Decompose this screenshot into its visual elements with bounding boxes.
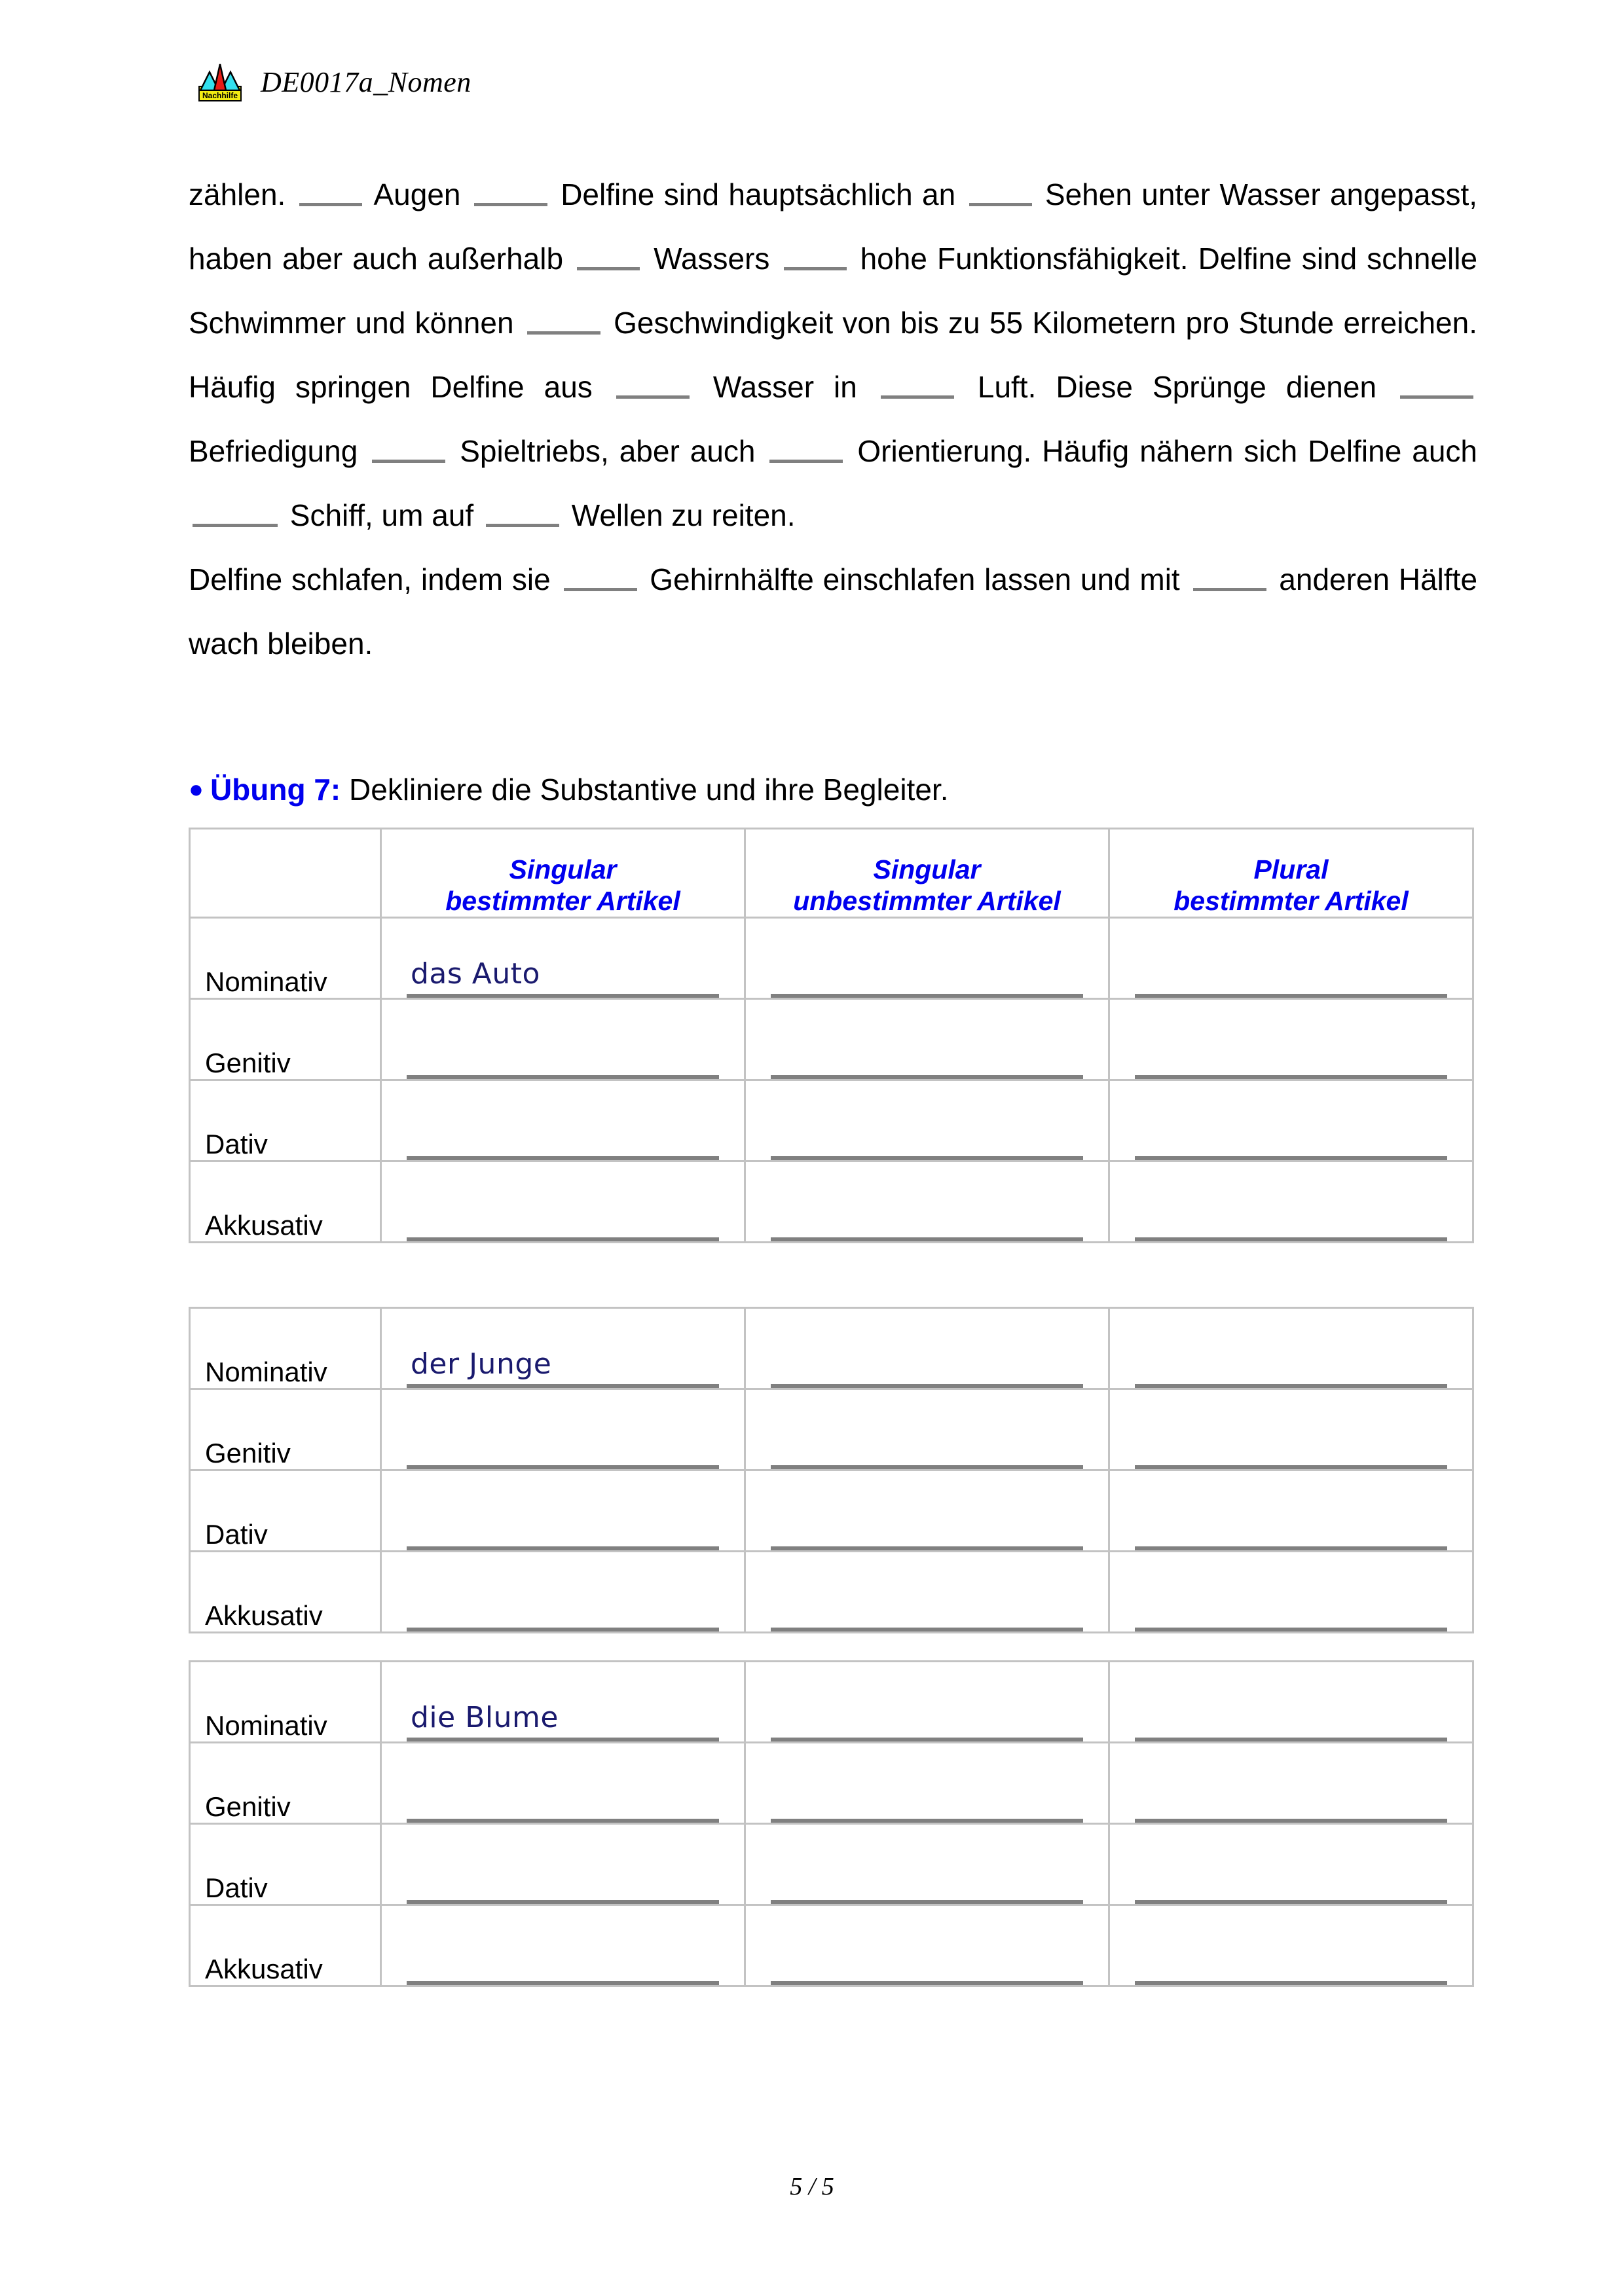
case-label-cell (190, 1161, 381, 1243)
answer-cell[interactable] (381, 1824, 745, 1905)
text-segment: Augen (373, 177, 461, 211)
answer-cell[interactable] (1109, 1905, 1473, 1986)
fill-blank[interactable] (564, 588, 637, 591)
text-segment: Wassers (654, 242, 770, 276)
answer-cell[interactable] (745, 1389, 1109, 1470)
answer-cell[interactable] (1109, 1552, 1473, 1633)
text-segment: Wasser in (712, 370, 857, 404)
text-segment: hohe Funktionsfähigkeit. Delfine sind schnelle Schwimmer und können (189, 242, 1478, 340)
text-segment: Luft. Diese Sprünge dienen (977, 370, 1377, 404)
case-label: Dativ (205, 1519, 268, 1550)
text-segment: Wellen zu reiten. (571, 498, 796, 532)
fill-blank[interactable] (486, 524, 559, 527)
answer-cell[interactable] (1109, 918, 1473, 999)
answer-cell[interactable] (745, 1080, 1109, 1161)
case-label: Akkusativ (205, 1954, 323, 1984)
case-label: Akkusativ (205, 1600, 323, 1631)
fill-blank[interactable] (969, 203, 1032, 206)
declension-table-auto (189, 828, 1474, 1243)
declension-table-junge (189, 1307, 1474, 1633)
answer-cell[interactable] (381, 1161, 745, 1243)
exercise-7-heading (189, 771, 948, 808)
case-label: Genitiv (205, 1791, 291, 1822)
case-label-cell (190, 1743, 381, 1824)
table-row (190, 1389, 1473, 1470)
answer-cell[interactable] (1109, 999, 1473, 1080)
answer-text: das Auto (411, 957, 540, 991)
paragraph-dolphins-1 (189, 162, 1477, 547)
case-label-cell (190, 918, 381, 999)
answer-cell[interactable] (381, 1743, 745, 1824)
text-segment: zählen. (189, 177, 286, 211)
table-row (190, 1905, 1473, 1986)
table-row (190, 1743, 1473, 1824)
fill-blank[interactable] (784, 267, 847, 270)
text-segment: Gehirnhälfte einschlafen lassen und mit (650, 562, 1180, 596)
text-segment: Geschwindigkeit von bis zu 55 Kilometern pro Stunde erreichen. Häufig springen Delfine aus (189, 306, 1477, 404)
header-line-2: bestimmter Artikel (1173, 886, 1409, 916)
header-cell-empty (190, 829, 381, 918)
bullet-icon: ● (189, 776, 204, 803)
case-label: Nominativ (205, 1710, 327, 1741)
case-label-cell (190, 1308, 381, 1389)
fill-blank[interactable] (769, 460, 843, 463)
answer-cell[interactable] (1109, 1743, 1473, 1824)
case-label-cell (190, 1824, 381, 1905)
answer-cell[interactable] (381, 1308, 745, 1389)
case-label: Akkusativ (205, 1210, 323, 1241)
body-content (189, 162, 1477, 676)
header-line-1: Plural (1253, 854, 1329, 884)
fill-blank[interactable] (372, 460, 445, 463)
table-row (190, 1080, 1473, 1161)
answer-text: die Blume (411, 1701, 559, 1734)
answer-cell[interactable] (745, 1308, 1109, 1389)
table-row (190, 1824, 1473, 1905)
text-segment: Schiff, um auf (289, 498, 474, 532)
case-label-cell (190, 999, 381, 1080)
nachhilfe-logo-icon (196, 60, 244, 103)
exercise-instruction: Dekliniere die Substantive und ihre Begleiter. (349, 773, 949, 807)
fill-blank[interactable] (1193, 588, 1266, 591)
answer-cell[interactable] (381, 1389, 745, 1470)
header-line-2: bestimmter Artikel (445, 886, 680, 916)
fill-blank[interactable] (193, 524, 278, 527)
answer-text: der Junge (411, 1347, 552, 1381)
header-cell-singular-unbestimmt (745, 829, 1109, 918)
case-label-cell (190, 1470, 381, 1552)
fill-blank[interactable] (474, 203, 547, 206)
table-row (190, 1470, 1473, 1552)
exercise-label: Übung 7: (210, 773, 341, 807)
case-label: Dativ (205, 1872, 268, 1903)
paragraph-dolphins-2 (189, 547, 1477, 676)
header-cell-singular-bestimmt (381, 829, 745, 918)
text-segment: Sehen unter Wasser angepasst, haben aber auch außerhalb (189, 177, 1478, 276)
table-header-row (190, 829, 1473, 918)
answer-cell[interactable] (381, 1080, 745, 1161)
document-code: DE0017a_Nomen (261, 65, 471, 98)
table-row (190, 1161, 1473, 1243)
answer-cell[interactable] (745, 918, 1109, 999)
answer-cell[interactable] (745, 1743, 1109, 1824)
case-label-cell (190, 1552, 381, 1633)
text-segment: Delfine schlafen, indem sie (189, 562, 551, 596)
fill-blank[interactable] (881, 395, 954, 399)
answer-cell[interactable] (1109, 1824, 1473, 1905)
case-label: Genitiv (205, 1438, 291, 1468)
fill-blank[interactable] (299, 203, 362, 206)
answer-cell[interactable] (745, 1552, 1109, 1633)
header-line-1: Singular (509, 854, 617, 884)
answer-cell[interactable] (745, 1905, 1109, 1986)
case-label-cell (190, 1389, 381, 1470)
answer-cell[interactable] (745, 1662, 1109, 1743)
page-header (196, 60, 471, 103)
header-line-2: unbestimmter Artikel (793, 886, 1061, 916)
answer-cell[interactable] (1109, 1080, 1473, 1161)
answer-cell[interactable] (745, 1161, 1109, 1243)
answer-cell[interactable] (1109, 1389, 1473, 1470)
fill-blank[interactable] (1400, 395, 1473, 399)
table-row (190, 1552, 1473, 1633)
table-row (190, 1662, 1473, 1743)
text-segment: Befriedigung (189, 434, 358, 468)
case-label-cell (190, 1905, 381, 1986)
table-row (190, 918, 1473, 999)
answer-cell[interactable] (1109, 1161, 1473, 1243)
declension-table-blume (189, 1660, 1474, 1987)
fill-blank[interactable] (577, 267, 640, 270)
answer-cell[interactable] (745, 1824, 1109, 1905)
case-label: Nominativ (205, 1357, 327, 1387)
header-cell-plural-bestimmt (1109, 829, 1473, 918)
svg-text:Nachhilfe: Nachhilfe (202, 91, 238, 100)
case-label: Genitiv (205, 1048, 291, 1078)
answer-cell[interactable] (381, 918, 745, 999)
answer-cell[interactable] (745, 1470, 1109, 1552)
text-segment: Orientierung. Häufig nähern sich Delfine auch (857, 434, 1478, 468)
fill-blank[interactable] (616, 395, 690, 399)
answer-cell[interactable] (1109, 1470, 1473, 1552)
text-segment: anderen Hälfte wach bleiben. (189, 562, 1478, 661)
answer-cell[interactable] (381, 1470, 745, 1552)
page-number: 5 / 5 (790, 2173, 834, 2200)
answer-cell[interactable] (381, 1552, 745, 1633)
case-label-cell (190, 1080, 381, 1161)
answer-cell[interactable] (1109, 1662, 1473, 1743)
text-segment: Delfine sind hauptsächlich an (561, 177, 956, 211)
fill-blank[interactable] (527, 331, 600, 335)
answer-cell[interactable] (381, 999, 745, 1080)
answer-cell[interactable] (745, 999, 1109, 1080)
answer-cell[interactable] (381, 1905, 745, 1986)
table-row (190, 1308, 1473, 1389)
answer-cell[interactable] (1109, 1308, 1473, 1389)
text-segment: Spieltriebs, aber auch (460, 434, 756, 468)
table-row (190, 999, 1473, 1080)
case-label: Dativ (205, 1129, 268, 1159)
case-label-cell (190, 1662, 381, 1743)
header-line-1: Singular (873, 854, 981, 884)
case-label: Nominativ (205, 966, 327, 997)
answer-cell[interactable] (381, 1662, 745, 1743)
